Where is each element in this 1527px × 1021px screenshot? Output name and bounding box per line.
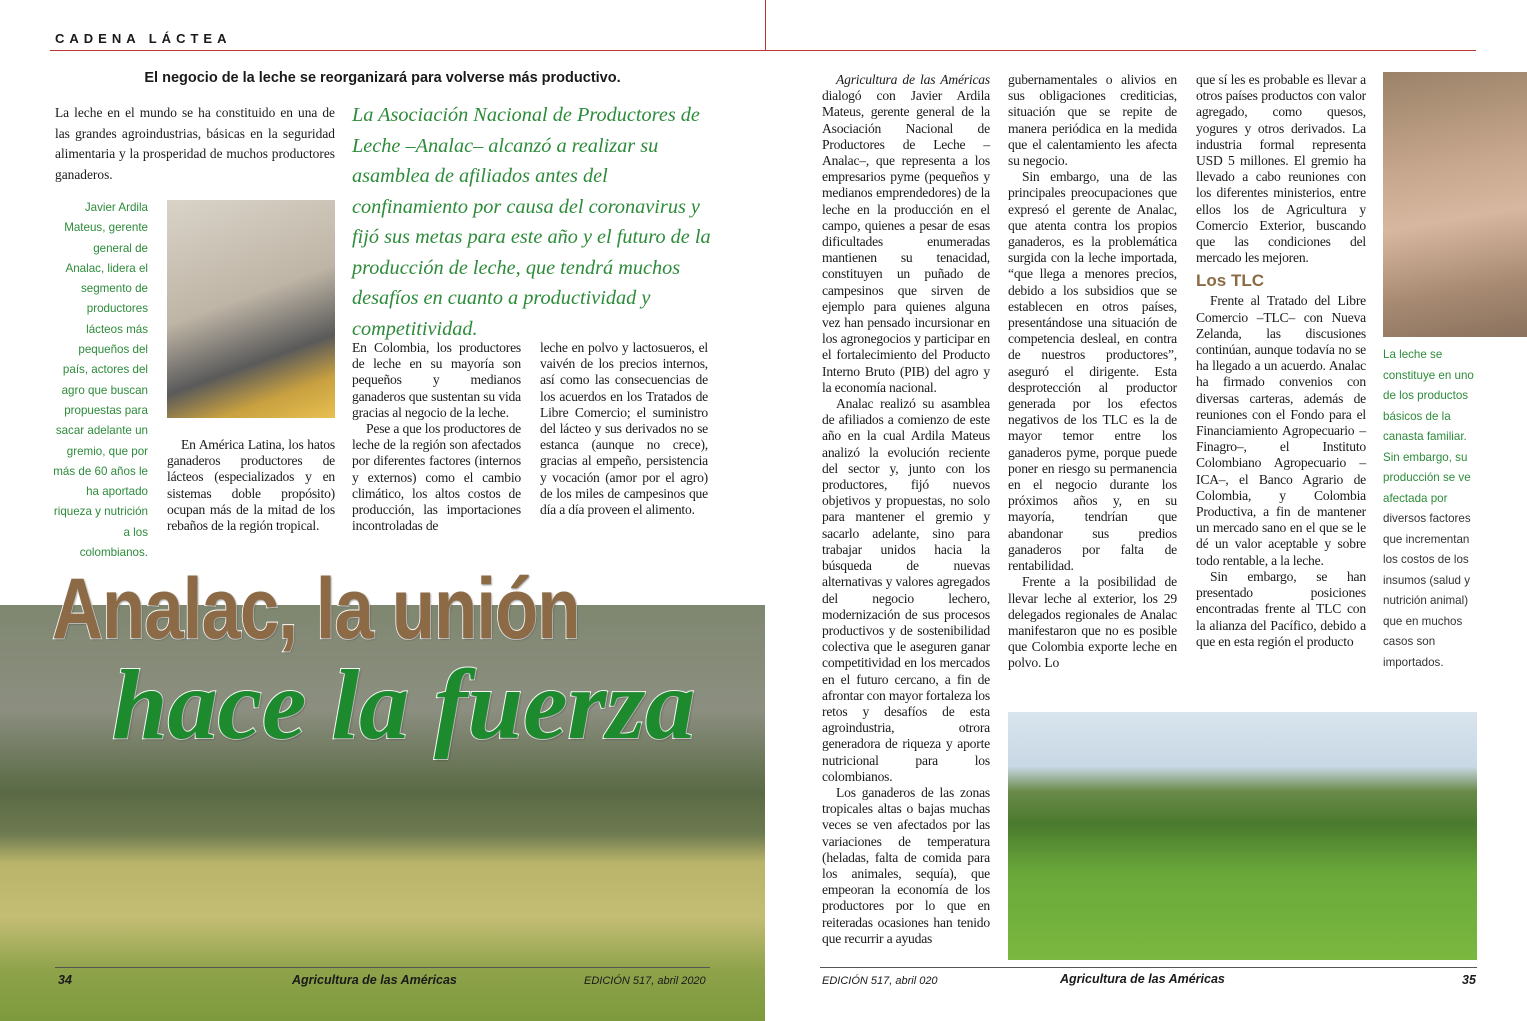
photo-caption-right: La leche se constituye en uno de los productos básicos de la canasta familiar. Sin embargo, su producción se ve afectada por diversos factores que incrementan los costos de los insumos (salud y nutrición animal) que en muchos casos son importados.	[1383, 348, 1474, 669]
article-column: que sí les es probable es llevar a otros países productos con valor agregado, como quesos, yogures y otros derivados. La industria formal representa USD 5 millones. El gremio ha llevado a cabo reuniones con los diferentes ministerios, entre ellos los de Agricultura y Comercio Exterior, buscando que las condiciones del mercado les mejoren. Los TLC Frente al Tratado del Libre Comercio –TLC– con Nueva Zelanda, las discusiones continúan, aunque todavía no se ha llegado a un acuerdo. Analac ha firmado convenios con diversas carteras, además de reuniones con el Fondo para el Financiamiento Agropecuario –Finagro–, el Instituto Colombiano Agropecuario –ICA–, el Banco Agrario de Colombia, y Colombia Productiva, a fin de mantener un mercado sano en el que se le dé un valor aceptable y sobre todo rentable, a la leche. Sin embargo, se han presentado posiciones encontradas frente al TLC con la alianza del Pacífico, debido a que en esta región el producto	[1196, 72, 1366, 649]
magazine-name: Agricultura de las Américas	[1060, 972, 1225, 986]
photo-caption-left: Javier Ardila Mateus, gerente general de Analac, lidera el segmento de productores lácteos más pequeños del país, actores del agro que buscan propuestas para sacar adelante un gremio, que por más de 60 años le ha aportado riqueza y nutrición a los colombianos.	[53, 201, 148, 560]
article-column: gubernamentales o alivios en sus obligaciones crediticias, situación que se repite de manera periódica en la medida que el calentamiento les afecta su negocio. Sin embargo, una de las principales preocupaciones que expresó el gerente de Analac, que atenta contra los propios ganaderos, es la problemática surgida con la leche importada, “que llega a menores precios, debido a los subsidios que se establecen en otros países, presentándose una situación de competencia desleal, en contra de nuestros productores”, aseguró el dirigente. Esta desprotección al productor generada por los efectos negativos de los TLC es la de mayor temor entre los ganaderos pyme, porque puede poner en riesgo su permanencia en el negocio durante los próximos años y, en su mayoría, tendrían que abandonar sus predios ganaderos por falta de rentabilidad. Frente a la posibilidad de llevar leche al exterior, los 29 delegados regionales de Analac manifestaron que no es posible que Colombia exporte leche en polvo. Lo	[1008, 72, 1177, 671]
headline-line-1: Analac, la unión	[52, 561, 580, 657]
page-number: 35	[1462, 973, 1476, 987]
footer-rule	[820, 967, 1477, 968]
footer-rule	[55, 967, 710, 968]
intro-paragraph: La leche en el mundo se ha constituido en una de las grandes agroindustrias, básicas en la seguridad alimentaria y la prosperidad de muchos productores ganaderos.	[55, 105, 335, 182]
page-number: 34	[58, 973, 72, 987]
headline-line-2: hace la fuerza	[112, 649, 696, 760]
article-column: En América Latina, los hatos ganaderos productores de lácteos (especializados y en sistemas doble propósito) ocupan más de la mitad de los rebaños de la región tropical.	[167, 437, 335, 534]
section-label: CADENA LÁCTEA	[55, 31, 232, 46]
article-column: leche en polvo y lactosueros, el vaivén de los precios internos, así como las consecuencias de los acuerdos en los Tratados de Libre Comercio; el suministro del lácteo y sus derivados no se estanca (aunque no crece), gracias al empeño, persistencia y vocación (amor por el agro) de los miles de campesinos que día a día proveen el alimento.	[540, 340, 708, 518]
subtitle: El negocio de la leche se reorganizará para volverse más productivo.	[144, 70, 621, 86]
header-rule	[50, 50, 1476, 51]
edition: EDICIÓN 517, abril 020	[822, 975, 938, 987]
milking-hand-photo	[1383, 72, 1527, 337]
page-divider	[765, 0, 766, 50]
edition: EDICIÓN 517, abril 2020	[584, 975, 706, 987]
portrait-photo	[167, 200, 335, 418]
article-column: Agricultura de las Américas dialogó con Javier Ardila Mateus, gerente general de la Asociación Nacional de Productores de Leche –Analac–, que representa a los empresarios pyme (pequeños y medianos emprendedores) de la leche en la producción en el campo, quienes a pesar de esas dificultades enumeradas mantienen su tenacidad, constituyen un puñado de campesinos que sirven de ejemplo para quienes alguna vez han pensado incursionar en los agronegocios y participar en el fortalecimiento del Producto Interno Bruto (PIB) del agro y la economía nacional. Analac realizó su asamblea de afiliados a comienzo de este año en la cual Ardila Mateus analizó la evolución reciente del sector y, junto con los productores, fijó nuevos objetivos y propuestas, no solo para mantener el gremio y sacarlo adelante, sino para trabajar unidos hacia la búsqueda de nuevas alternativas y valores agregados del negocio lechero, modernización de sus procesos productivos y de sostenibilidad colectiva que le aseguren ganar competitividad en los mercados en el futuro cercano, a fin de afrontar con mayor fortaleza los retos y desafíos de esta agroindustria, otrora generadora de riqueza y aporte nutricional para los colombianos. Los ganaderos de las zonas tropicales altas o bajas muchas veces se ven afectados por las variaciones de temperatura (heladas, falta de comida para los animales, sequía), que empeoran la economía de los productores por lo que en reiteradas ocasiones han tenido que recurrir a ayudas	[822, 72, 990, 946]
lead-quote: La Asociación Nacional de Productores de Leche –Analac– alcanzó a realizar su asamblea de afiliados antes del confinamiento por causa del coronavirus y fijó sus metas para este año y el futuro de la producción de leche, que tendrá muchos desafíos en cuanto a productividad y competitividad.	[352, 104, 711, 340]
section-heading: Los TLC	[1196, 271, 1264, 291]
article-column: En Colombia, los productores de leche en su mayoría son pequeños y medianos ganaderos que sustentan su vida gracias al negocio de la leche. Pese a que los productores de leche de la región son afectados por diferentes factores (internos y externos) como el cambio climático, los altos costos de producción, las importaciones incontroladas de	[352, 340, 521, 534]
magazine-name: Agricultura de las Américas	[292, 973, 457, 987]
farmer-cattle-photo	[1008, 712, 1477, 960]
